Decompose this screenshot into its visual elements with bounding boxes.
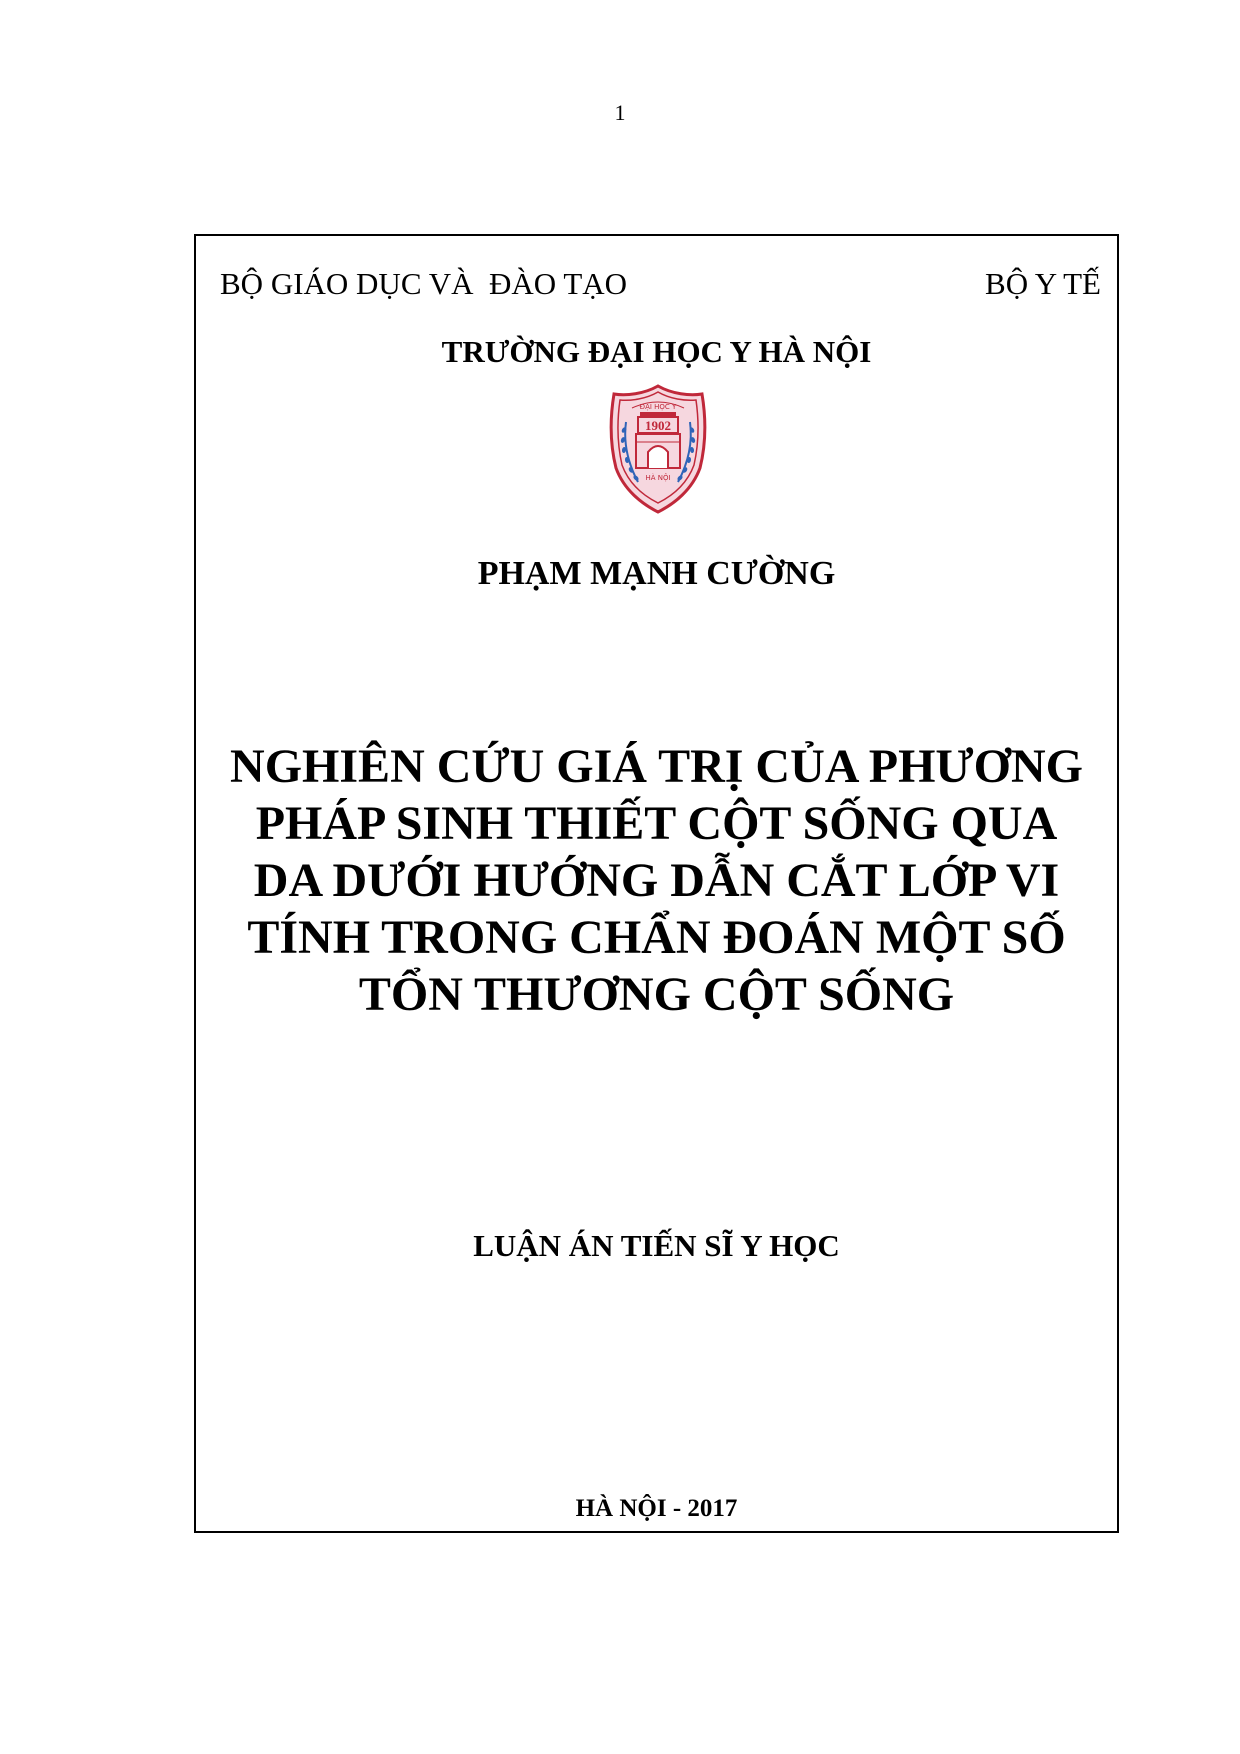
thesis-title-line: NGHIÊN CỨU GIÁ TRỊ CỦA PHƯƠNG (230, 740, 1083, 793)
thesis-title-line: TÍNH TRONG CHẨN ĐOÁN MỘT SỐ (247, 911, 1066, 964)
school-name: TRƯỜNG ĐẠI HỌC Y HÀ NỘI (441, 334, 872, 369)
degree-label: LUẬN ÁN TIẾN SĨ Y HỌC (473, 1228, 840, 1263)
thesis-title-line: TỔN THƯƠNG CỘT SỐNG (358, 968, 955, 1021)
emblem-bottom-text: HÀ NỘI (645, 474, 671, 482)
place-and-year: HÀ NỘI - 2017 (575, 1495, 738, 1522)
university-emblem-icon (604, 382, 712, 516)
thesis-title-line: PHÁP SINH THIẾT CỘT SỐNG QUA (255, 797, 1058, 850)
author-name: PHẠM MẠNH CƯỜNG (477, 555, 836, 592)
emblem-year: 1902 (645, 418, 671, 433)
thesis-title-line: DA DƯỚI HƯỚNG DẪN CẮT LỚP VI (253, 854, 1060, 907)
page-number: 1 (614, 100, 626, 125)
emblem-top-text: ĐẠI HỌC Y (639, 403, 677, 411)
cover-frame (194, 234, 1119, 1533)
ministry-of-education: BỘ GIÁO DỤC VÀ ĐÀO TẠO (220, 266, 628, 301)
ministry-of-health: BỘ Y TẾ (985, 266, 1101, 301)
thesis-title (196, 738, 1117, 1023)
